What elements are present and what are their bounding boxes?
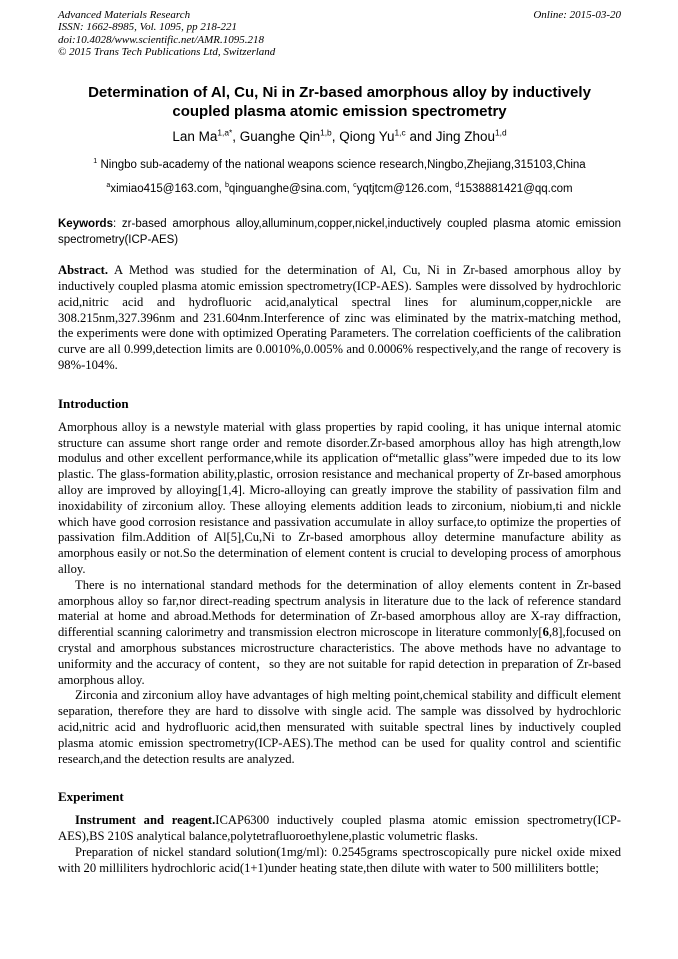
abstract-text: A Method was studied for the determination of Al, Cu, Ni in Zr-based amorphous alloy by inductively coupled plasma atomic emission spectrometry(ICP-AES). Samples were dissolved by hydrochloric acid,nitric acid and hydrofluoric acid,analytical spectral lines for aluminum,copper,nickle are 308.215nm,327.396nm and 231.604nm.Interference of zinc was eliminated by the matrix-matching method, the experiments were done with optimized Operating Parameters. The correlation coefficients of the calibration curve are all 0.999,detection limits are 0.0010%,0.005% and 0.0006% respectively,and the range of recovery is 98%-104%. <box>58 263 621 372</box>
affiliation-superscript: 1 <box>93 157 98 166</box>
citation-bold-number: 6 <box>542 625 549 640</box>
introduction-paragraph-3: Zirconia and zirconium alloy have advantages of high melting point,chemical stability and difficult element separation, therefore they are hard to dissolve with single acid. The sample was dissolved by hydrochloric acid,nitric acid and hydrofluoric acid,then mensurated with suitable spectral lines by inductively coupled plasma atomic emission spectrometry(ICP-AES).The method can be used for quality control and scientific research,and the detection results are analyzed. <box>58 688 621 766</box>
keywords-text: : zr-based amorphous alloy,alluminum,copper,nickel,inductively coupled plasma atomic emission spectrometry(ICP-AES) <box>58 218 621 246</box>
affiliation-line <box>58 158 621 172</box>
experiment-paragraph-1-lead: Instrument and reagent. <box>75 813 216 828</box>
email-superscript: d <box>455 181 460 190</box>
experiment-paragraph-2: Preparation of nickel standard solution(1mg/ml): 0.2545grams spectroscopically pure nickel oxide mixed with 20 milliliters hydrochloric acid(1+1)under heating state,then dilute with water to 500 milliliters bottle; <box>58 844 621 875</box>
author-name: Lan Ma <box>172 129 218 145</box>
email-superscript: b <box>224 181 229 190</box>
journal-header-left <box>58 9 275 58</box>
doi-line: doi:10.4028/www.scientific.net/AMR.1095.218 <box>58 33 265 46</box>
journal-header <box>58 9 621 58</box>
journal-name: Advanced Materials Research <box>58 9 191 21</box>
author-name: Qiong Yu <box>339 129 395 145</box>
abstract-label: Abstract. <box>58 263 109 278</box>
section-heading-experiment: Experiment <box>58 789 124 805</box>
author-separator: , <box>331 129 340 145</box>
authors-line <box>58 128 621 145</box>
author-name: Guanghe Qin <box>239 129 321 145</box>
copyright-line: © 2015 Trans Tech Publications Ltd, Switzerland <box>58 45 276 58</box>
author-superscript: 1,d <box>495 127 507 138</box>
paper-title: Determination of Al, Cu, Ni in Zr-based amorphous alloy by inductively coupled plasma atomic emission spectrometry <box>88 84 591 121</box>
experiment-paragraph-1-text: ICAP6300 inductively coupled plasma atomic emission spectrometry(ICP-AES),BS 210S analytical balance,polytetrafluoroethylene,plastic volumetric flasks. <box>58 813 621 844</box>
keywords-label: Keywords <box>58 218 113 231</box>
email-address: 1538881421@qq.com <box>459 183 573 196</box>
section-heading-introduction: Introduction <box>58 395 129 411</box>
experiment-paragraph-1 <box>58 813 621 845</box>
author-separator: and <box>405 129 436 145</box>
email-address: ximiao415@163.com <box>110 183 219 196</box>
keywords-block <box>58 217 621 248</box>
author-name: Jing Zhou <box>435 129 496 145</box>
issn-volume-line: ISSN: 1662-8985, Vol. 1095, pp 218-221 <box>58 21 238 34</box>
introduction-paragraph-2 <box>58 578 621 689</box>
author-superscript: 1,a* <box>217 127 233 138</box>
email-separator: , <box>448 183 456 196</box>
affiliation-text: Ningbo sub-academy of the national weapons science research,Ningbo,Zhejiang,315103,China <box>97 159 586 172</box>
email-address: yqtjtcm@126.com <box>356 183 449 196</box>
online-date: Online: 2015-03-20 <box>533 9 621 21</box>
introduction-paragraph-2-run-1: There is no international standard methods for the determination of alloy elements content in Zr-based amorphous alloy so far,nor direct-reading spectrum analysis in literature due to the lack of reference standard material at home and abroad.Methods for determination of Zr-based amorphous alloy are X-ray diffraction, differential scanning calorimetry and transmission electron microscope in literature commonly[ <box>58 577 621 640</box>
author-superscript: 1,b <box>320 127 332 138</box>
email-superscript: a <box>106 181 111 190</box>
email-separator: , <box>346 183 354 196</box>
abstract-block <box>58 263 621 374</box>
introduction-paragraph-1: Amorphous alloy is a newstyle material with glass properties by rapid cooling, it has unique internal atomic structure can assume short range order and remote disorder.Zr-based amorphous alloy has high atrength,low modulus and other excellent performance,while its application of“metallic glass”were impeded due to its low plastic. The glass-formation ability,plastic, orrosion resistance and mechanical property of Zr-based amorphous alloy are improved by alloying[1,4]. Micro-alloying can greatly improve the stability of passivation film and inoxidability of zirconium alloy. These alloying elements addition leads to zirconium, niobium,ti and nickle which have good corrosion resistance and passivation accumulate in alloy surface,to optimize the properties of passivation film.Addition of Al[5],Cu,Ni to Zr-based amorphous alloy determine manufacture ability as amorphous easily or not.So the determination of element content is crucial to developing process of amorphous alloy. <box>58 419 621 576</box>
author-superscript: 1,c <box>394 127 406 138</box>
author-separator: , <box>232 129 240 145</box>
email-address: qinguanghe@sina.com <box>228 183 347 196</box>
email-separator: , <box>218 183 225 196</box>
introduction-paragraph-2-run-2: ,8],focused on crystal and amorphous substances microstructure characteristics. The above methods have no advantage to uniformity and the accuracy of content，so they are not suitable for rapid detection in preparation of Zr-based amorphous alloy. <box>58 625 621 687</box>
email-superscript: c <box>353 181 357 190</box>
emails-line <box>58 182 621 196</box>
